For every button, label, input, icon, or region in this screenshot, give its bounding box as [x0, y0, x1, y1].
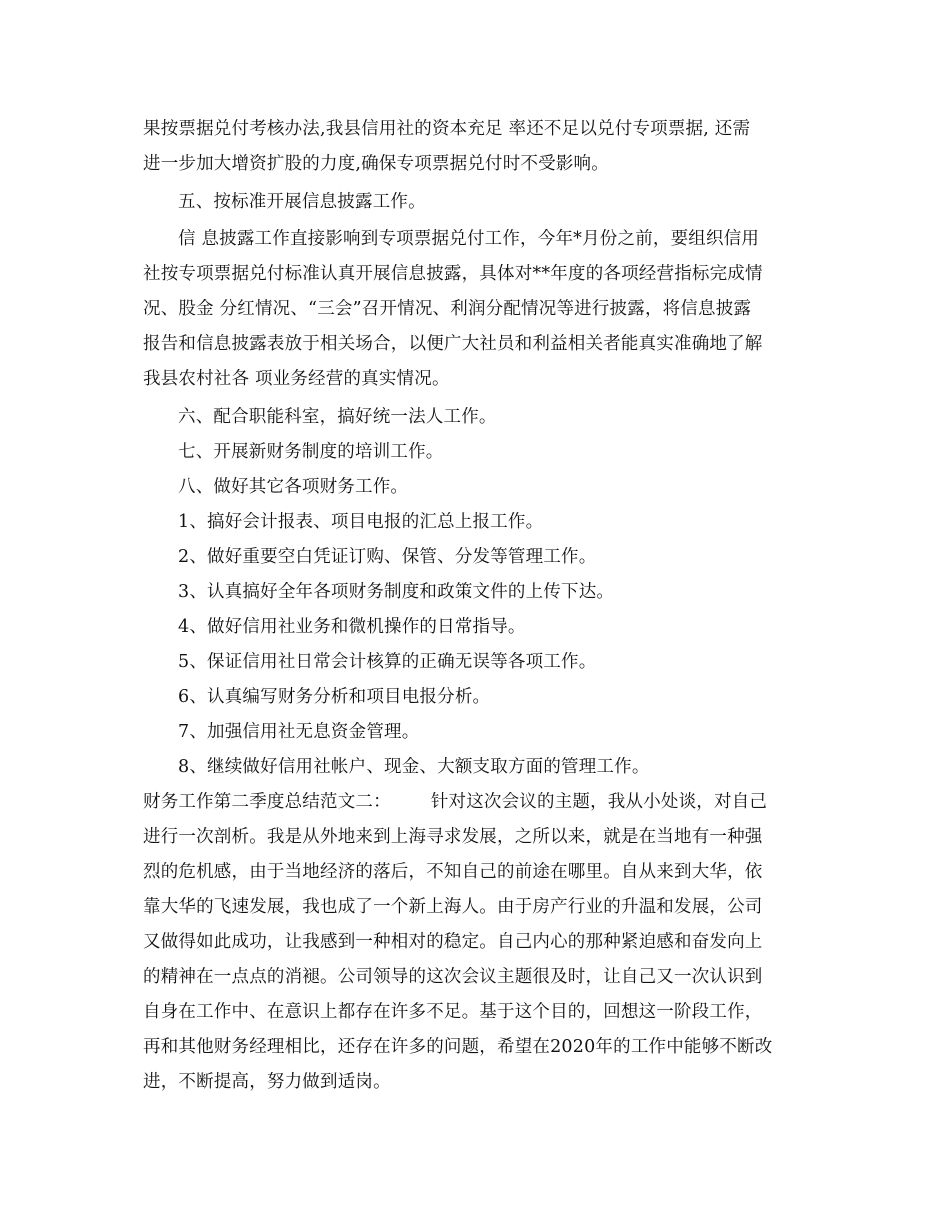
text-line: 信 息披露工作直接影响到专项票据兑付工作，今年*月份之前，要组织信用: [178, 229, 760, 249]
text-line: 进，不断提高，努力做到适岗。: [143, 1072, 391, 1092]
text-line: 果按票据兑付考核办法,我县信用社的资本充足 率还不足以兑付专项票据, 还需: [143, 119, 751, 139]
text-line: 社按专项票据兑付标准认真开展信息披露，具体对**年度的各项经营指标完成情: [143, 264, 763, 284]
list-item: 8、继续做好信用社帐户、现金、大额支取方面的管理工作。: [178, 757, 650, 777]
text-line: [143, 785, 813, 820]
text-line: 又做得如此成功，让我感到一种相对的稳定。自己内心的那种紧迫感和奋发向上: [143, 932, 763, 952]
heading-item-5: [143, 185, 813, 220]
list-item: 4、做好信用社业务和微机操作的日常指导。: [178, 617, 526, 637]
text-line: 五、按标准开展信息披露工作。: [178, 192, 426, 212]
paragraph-capital-adequacy: [143, 112, 813, 182]
text-line: 进行一次剖析。我是从外地来到上海寻求发展，之所以来，就是在当地有一种强: [143, 827, 763, 847]
list-item: 7、加强信用社无息资金管理。: [178, 722, 420, 742]
text-line: 报告和信息披露表放于相关场合，以便广大社员和利益相关者能真实准确地了解: [143, 334, 763, 354]
text-line: 况、股金 分红情况、“三会”召开情况、利润分配情况等进行披露，将信息披露: [143, 299, 752, 319]
text-line: 靠大华的飞速发展，我也成了一个新上海人。由于房产行业的升温和发展，公司: [143, 897, 763, 917]
text-line: 的精神在一点点的消褪。公司领导的这次会议主题很及时，让自己又一次认识到: [143, 967, 763, 987]
list-item: 3、认真搞好全年各项财务制度和政策文件的上传下达。: [178, 582, 615, 602]
text-line: 我县农村社各 项业务经营的真实情况。: [143, 369, 450, 389]
list-items: [143, 400, 813, 785]
paragraph-essay-two: [143, 785, 813, 1100]
list-item: 5、保证信用社日常会计核算的正确无误等各项工作。: [178, 652, 597, 672]
list-item: 八、做好其它各项财务工作。: [178, 477, 409, 497]
list-item: 七、开展新财务制度的培训工作。: [178, 442, 444, 462]
list-item: 2、做好重要空白凭证订购、保管、分发等管理工作。: [178, 547, 597, 567]
list-item: 6、认真编写财务分析和项目电报分析。: [178, 687, 491, 707]
list-item: 1、搞好会计报表、项目电报的汇总上报工作。: [178, 512, 544, 532]
text-line: 自身在工作中、在意识上都存在许多不足。基于这个目的，回想这一阶段工作，: [143, 1002, 763, 1022]
paragraph-disclosure: [143, 222, 813, 397]
text-line: 针对这次会议的主题，我从小处谈，对自己: [430, 792, 768, 812]
text-line: 进一步加大增资扩股的力度,确保专项票据兑付时不受影响。: [143, 154, 609, 174]
text-line: 再和其他财务经理相比，还存在许多的问题，希望在2020年的工作中能够不断改: [143, 1037, 773, 1057]
list-item: 六、配合职能科室，搞好统一法人工作。: [178, 407, 497, 427]
section-title: 财务工作第二季度总结范文二：: [143, 792, 391, 812]
text-line: 烈的危机感，由于当地经济的落后，不知自己的前途在哪里。自从来到大华，依: [143, 862, 763, 882]
